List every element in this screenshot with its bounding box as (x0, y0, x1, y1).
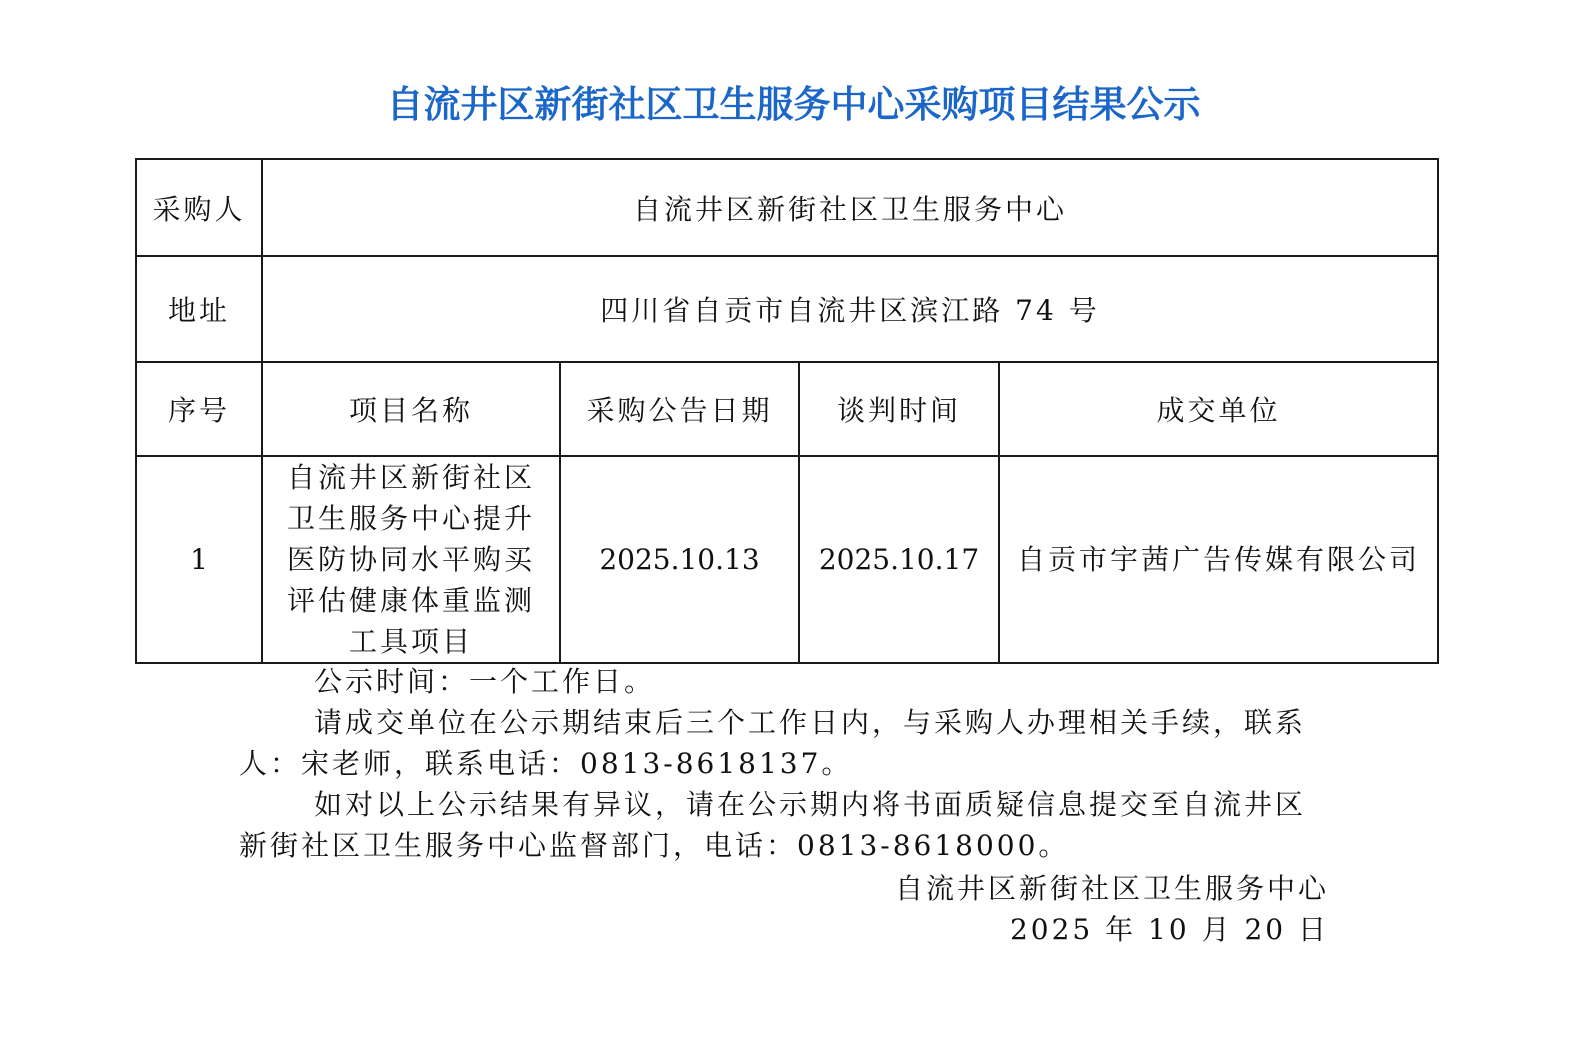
header-winner: 成交单位 (999, 362, 1438, 456)
row-index: 1 (136, 456, 262, 663)
header-index: 序号 (136, 362, 262, 456)
header-negotiation-date: 谈判时间 (799, 362, 999, 456)
address-value: 四川省自贡市自流井区滨江路 74 号 (262, 256, 1438, 362)
signoff (895, 868, 1329, 950)
purchaser-label: 采购人 (136, 159, 262, 256)
signoff-date: 2025 年 10 月 20 日 (1009, 913, 1329, 946)
signoff-organization: 自流井区新街社区卫生服务中心 (894, 872, 1329, 905)
row-project-name: 自流井区新街社区卫生服务中心提升医防协同水平购买评估健康体重监测工具项目 (262, 456, 560, 663)
notice-objection: 如对以上公示结果有异议，请在公示期内将书面质疑信息提交至自流井区新街社区卫生服务中心监督部门，电话：0813-8618000。 (239, 788, 1307, 862)
procurement-table (135, 158, 1439, 664)
table-row (136, 456, 1438, 663)
page-title: 自流井区新街社区卫生服务中心采购项目结果公示 (386, 83, 1201, 126)
row-announcement-date: 2025.10.13 (560, 456, 799, 663)
row-winner: 自贡市宇茜广告传媒有限公司 (999, 456, 1438, 663)
purchaser-value: 自流井区新街社区卫生服务中心 (262, 159, 1438, 256)
notice-contact: 请成交单位在公示期结束后三个工作日内，与采购人办理相关手续，联系人：宋老师，联系电话：0813-8618137。 (239, 706, 1307, 780)
address-row (136, 256, 1438, 362)
header-project-name: 项目名称 (262, 362, 560, 456)
header-announcement-date: 采购公告日期 (560, 362, 799, 456)
purchaser-row (136, 159, 1438, 256)
notice-period: 公示时间：一个工作日。 (314, 665, 656, 698)
address-label: 地址 (136, 256, 262, 362)
row-negotiation-date: 2025.10.17 (799, 456, 999, 663)
notice-text (239, 661, 1335, 866)
table-header-row (136, 362, 1438, 456)
